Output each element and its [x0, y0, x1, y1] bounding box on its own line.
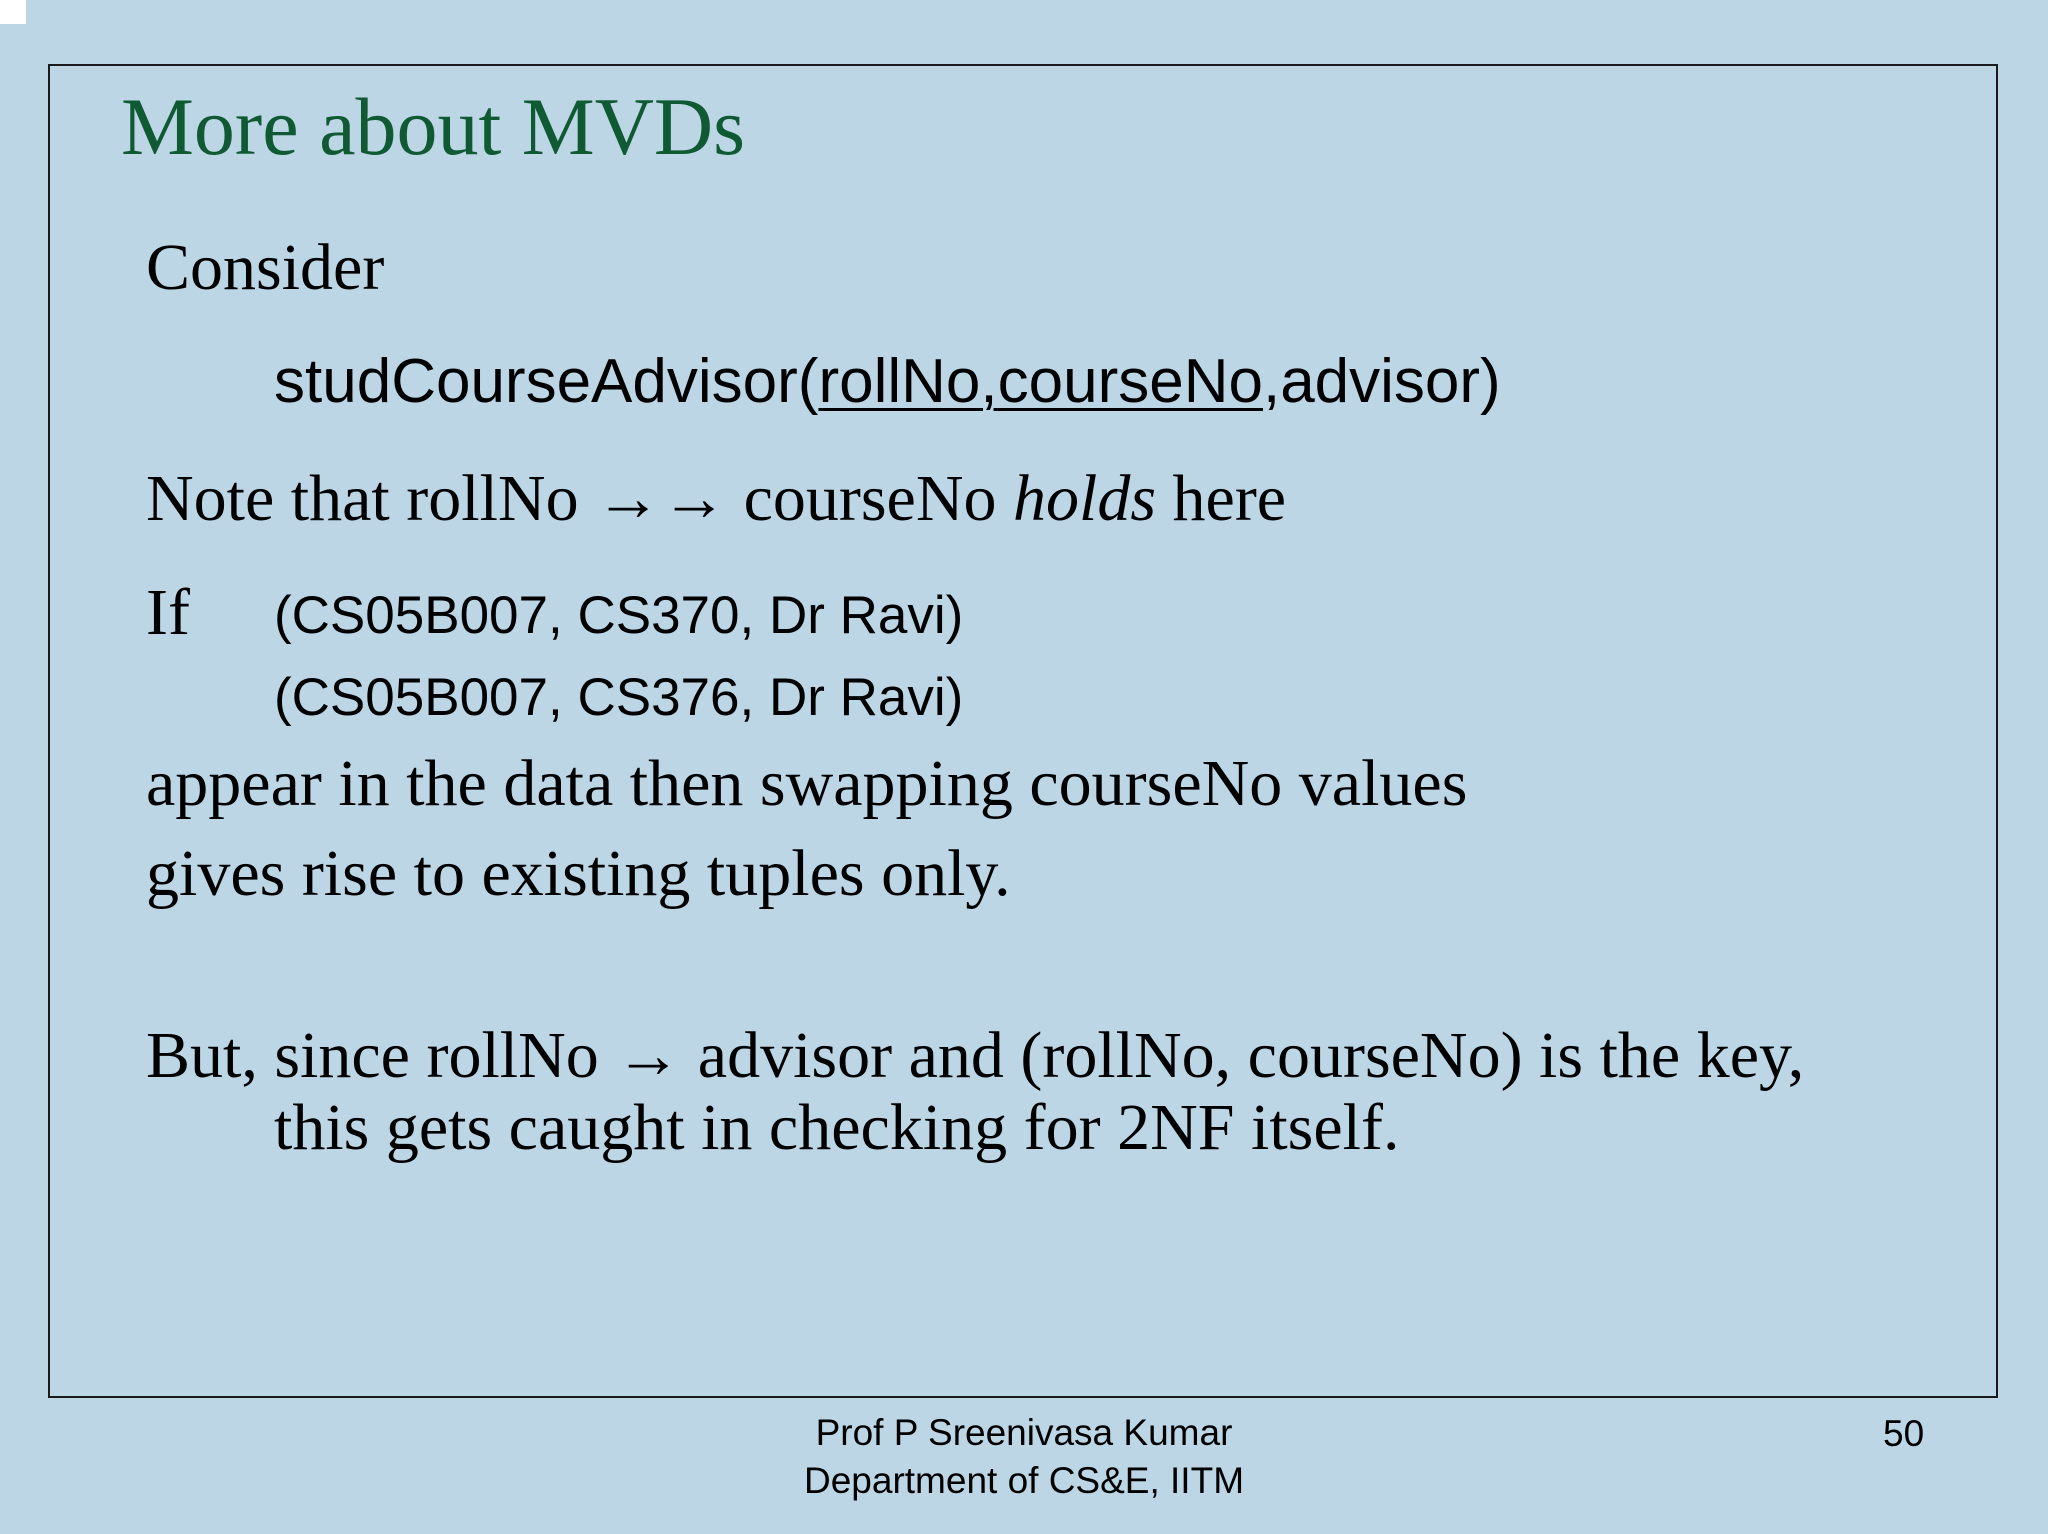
mvd-note-prefix: Note that rollNo →→ courseNo	[146, 462, 1013, 535]
corner-marker	[0, 0, 26, 24]
consider-text: Consider	[146, 231, 385, 304]
relation-name: studCourseAdvisor(	[274, 347, 819, 416]
mvd-note-suffix: here	[1156, 462, 1287, 535]
if-label: If	[146, 576, 190, 649]
mvd-note-emphasis: holds	[1013, 462, 1157, 535]
page-number: 50	[1883, 1413, 1925, 1454]
tuple-2: (CS05B007, CS376, Dr Ravi)	[274, 668, 964, 727]
but-line-1: But, since rollNo → advisor and (rollNo, courseNo) is the key,	[146, 1019, 1805, 1092]
gives-line: gives rise to existing tuples only.	[146, 837, 1011, 910]
tuple-1: (CS05B007, CS370, Dr Ravi)	[274, 586, 964, 645]
mvd-note	[146, 459, 1286, 538]
relation-key-courseno: courseNo	[997, 347, 1263, 416]
footer-department: Department of CS&E, IITM	[803, 1460, 1245, 1502]
appear-line: appear in the data then swapping courseNo values	[146, 747, 1468, 820]
slide-title: More about MVDs	[121, 81, 746, 172]
but-line-2: this gets caught in checking for 2NF itself.	[274, 1091, 1400, 1164]
relation-key-rollno: rollNo,	[818, 347, 998, 416]
footer-author: Prof P Sreenivasa Kumar	[815, 1412, 1233, 1453]
relation-rest: ,advisor)	[1262, 347, 1501, 416]
relation-schema	[274, 345, 1501, 419]
footer-credit	[0, 1409, 2048, 1505]
